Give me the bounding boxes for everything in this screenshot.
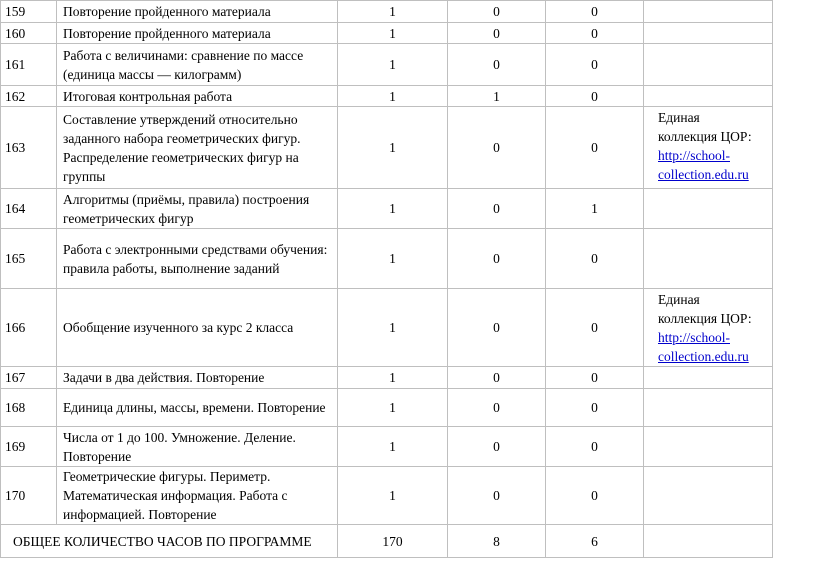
lesson-topic: Числа от 1 до 100. Умножение. Деление. Повторение — [57, 427, 338, 467]
resource-link[interactable]: http://school-collection.edu.ru — [658, 330, 749, 364]
lesson-number: 169 — [1, 427, 57, 467]
total-hours: 1 — [338, 389, 448, 427]
lesson-topic: Составление утверждений относительно заданного набора геометрических фигур. Распределение геометрических фигур на группы — [57, 107, 338, 189]
practical-hours: 0 — [546, 1, 644, 23]
practical-hours: 0 — [546, 44, 644, 86]
practical-hours: 0 — [546, 367, 644, 389]
digital-resource-cell — [644, 367, 773, 389]
lesson-number: 165 — [1, 229, 57, 289]
total-hours: 1 — [338, 367, 448, 389]
table-row — [1, 289, 773, 367]
practical-hours: 0 — [546, 467, 644, 525]
lesson-number: 168 — [1, 389, 57, 427]
digital-resource-cell — [644, 44, 773, 86]
control-hours: 1 — [448, 86, 546, 107]
practical-hours: 0 — [546, 23, 644, 44]
practical-hours: 0 — [546, 229, 644, 289]
summary-resource-cell — [644, 525, 773, 558]
practical-hours: 0 — [546, 427, 644, 467]
lesson-topic: Единица длины, массы, времени. Повторение — [57, 389, 338, 427]
table-row — [1, 427, 773, 467]
practical-hours: 1 — [546, 189, 644, 229]
control-hours: 0 — [448, 389, 546, 427]
practical-hours: 0 — [546, 289, 644, 367]
practical-hours: 0 — [546, 107, 644, 189]
total-hours: 1 — [338, 23, 448, 44]
practical-hours: 0 — [546, 389, 644, 427]
digital-resource-cell — [644, 189, 773, 229]
control-hours: 0 — [448, 229, 546, 289]
lesson-plan-body — [1, 1, 773, 525]
table-row — [1, 389, 773, 427]
practical-hours: 0 — [546, 86, 644, 107]
total-hours: 1 — [338, 467, 448, 525]
table-row — [1, 229, 773, 289]
control-hours: 0 — [448, 427, 546, 467]
resource-link[interactable]: http://school-collection.edu.ru — [658, 148, 749, 182]
total-hours: 1 — [338, 107, 448, 189]
table-row — [1, 107, 773, 189]
digital-resource-cell — [644, 389, 773, 427]
digital-resource-cell — [644, 23, 773, 44]
lesson-topic: Работа с величинами: сравнение по массе (единица массы — килограмм) — [57, 44, 338, 86]
table-row — [1, 86, 773, 107]
digital-resource-cell — [644, 289, 773, 367]
table-row — [1, 23, 773, 44]
lesson-number: 164 — [1, 189, 57, 229]
lesson-topic: Геометрические фигуры. Периметр. Математическая информация. Работа с информацией. Повторение — [57, 467, 338, 525]
lesson-topic: Итоговая контрольная работа — [57, 86, 338, 107]
summary-total-hours: 170 — [338, 525, 448, 558]
summary-practical-hours: 6 — [546, 525, 644, 558]
lesson-topic: Повторение пройденного материала — [57, 23, 338, 44]
digital-resource-cell — [644, 107, 773, 189]
resource-label: Единая коллекция ЦОР: — [658, 110, 752, 144]
table-row — [1, 467, 773, 525]
control-hours: 0 — [448, 467, 546, 525]
table-row — [1, 1, 773, 23]
digital-resource-cell — [644, 427, 773, 467]
total-hours: 1 — [338, 1, 448, 23]
control-hours: 0 — [448, 23, 546, 44]
lesson-number: 167 — [1, 367, 57, 389]
summary-label: ОБЩЕЕ КОЛИЧЕСТВО ЧАСОВ ПО ПРОГРАММЕ — [1, 525, 338, 558]
total-hours: 1 — [338, 229, 448, 289]
total-hours: 1 — [338, 44, 448, 86]
total-hours: 1 — [338, 289, 448, 367]
control-hours: 0 — [448, 189, 546, 229]
summary-row — [1, 525, 773, 558]
lesson-number: 166 — [1, 289, 57, 367]
lesson-number: 163 — [1, 107, 57, 189]
lesson-topic: Повторение пройденного материала — [57, 1, 338, 23]
total-hours: 1 — [338, 427, 448, 467]
lesson-number: 160 — [1, 23, 57, 44]
digital-resource-cell — [644, 467, 773, 525]
lesson-topic: Алгоритмы (приёмы, правила) построения геометрических фигур — [57, 189, 338, 229]
lesson-number: 162 — [1, 86, 57, 107]
table-row — [1, 44, 773, 86]
lesson-topic: Задачи в два действия. Повторение — [57, 367, 338, 389]
table-row — [1, 189, 773, 229]
summary-control-hours: 8 — [448, 525, 546, 558]
control-hours: 0 — [448, 107, 546, 189]
control-hours: 0 — [448, 1, 546, 23]
lesson-topic: Обобщение изученного за курс 2 класса — [57, 289, 338, 367]
control-hours: 0 — [448, 367, 546, 389]
digital-resource-cell — [644, 229, 773, 289]
total-hours: 1 — [338, 189, 448, 229]
digital-resource-cell — [644, 1, 773, 23]
lesson-number: 170 — [1, 467, 57, 525]
lesson-number: 161 — [1, 44, 57, 86]
resource-label: Единая коллекция ЦОР: — [658, 292, 752, 326]
total-hours: 1 — [338, 86, 448, 107]
control-hours: 0 — [448, 289, 546, 367]
control-hours: 0 — [448, 44, 546, 86]
table-row — [1, 367, 773, 389]
lesson-number: 159 — [1, 1, 57, 23]
digital-resource-cell — [644, 86, 773, 107]
lesson-topic: Работа с электронными средствами обучения: правила работы, выполнение заданий — [57, 229, 338, 289]
